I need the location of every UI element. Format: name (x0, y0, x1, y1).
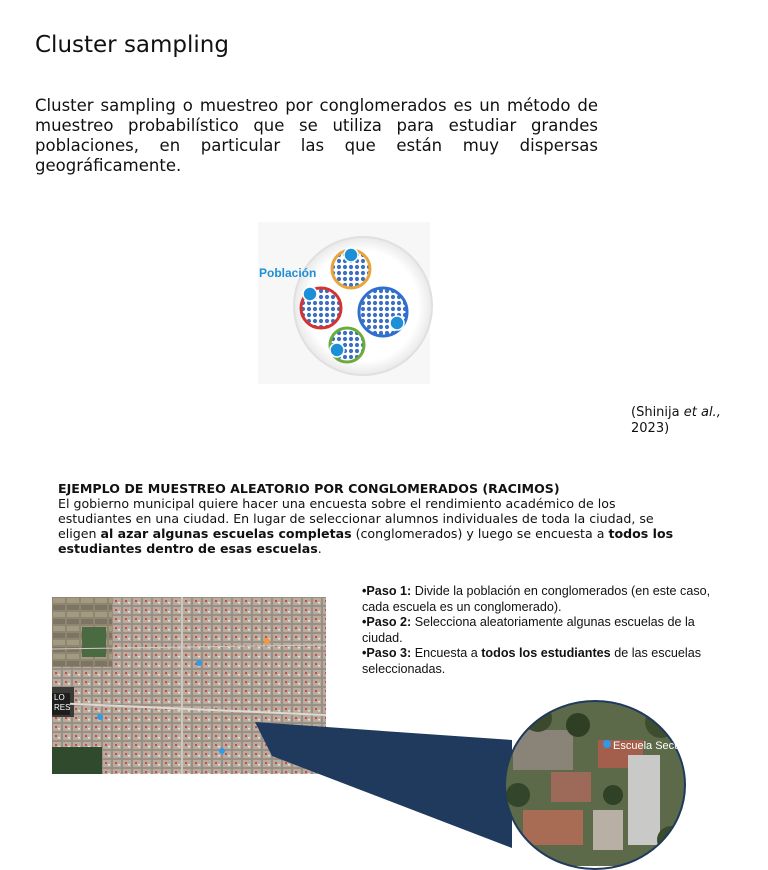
school-zoom-map (503, 700, 711, 866)
population-label: Población (259, 266, 317, 280)
school-pin-icon (603, 740, 611, 748)
map-label-lo: LO (54, 693, 65, 702)
school-label: Escuela Secundaria (613, 740, 711, 752)
intro-paragraph: Cluster sampling o muestreo por conglomerados es un método de muestreo probabilístico que se utiliza para estudiar grandes poblaciones, en particular las que están muy dispersas geográficamente. (35, 96, 598, 175)
steps-list (362, 584, 737, 677)
example-text-1: El gobierno municipal quiere hacer una encuesta sobre el rendimiento académico de los estudiantes en una ciudad. En lugar de seleccionar alumnos individuales de toda la ciudad, se eligen (58, 496, 654, 541)
map-label-res: RES (54, 703, 71, 712)
step-1 (362, 584, 737, 615)
citation-author: (Shinija (631, 405, 684, 420)
citation-year: 2023) (631, 421, 670, 436)
example-bold-1: al azar algunas escuelas completas (100, 526, 352, 541)
citation-etal: et al., (683, 405, 721, 420)
page-title: Cluster sampling (35, 32, 229, 58)
example-title: EJEMPLO DE MUESTREO ALEATORIO POR CONGLOMERADOS (RACIMOS) (58, 481, 560, 496)
step-1-label: •Paso 1: (362, 584, 412, 598)
step-2-text: Selecciona aleatoriamente algunas escuelas de la ciudad. (362, 615, 695, 645)
step-3-text-2: de las escuelas seleccionadas. (362, 646, 702, 676)
step-3-text: Encuesta a (411, 646, 482, 660)
example-bold-2: todos los estudiantes dentro de esas escuelas (58, 526, 674, 556)
step-1-text: Divide la población en conglomerados (en este caso, cada escuela es un conglomerado). (362, 584, 711, 614)
step-3-bold: todos los estudiantes (481, 646, 611, 660)
example-text-2: (conglomerados) y luego se encuesta a (351, 526, 609, 541)
step-3 (362, 646, 737, 677)
example-text-3: . (317, 541, 322, 556)
step-3-label: •Paso 3: (362, 646, 412, 660)
school-zoom-image (503, 700, 711, 866)
step-2-label: •Paso 2: (362, 615, 412, 629)
step-2 (362, 615, 737, 646)
